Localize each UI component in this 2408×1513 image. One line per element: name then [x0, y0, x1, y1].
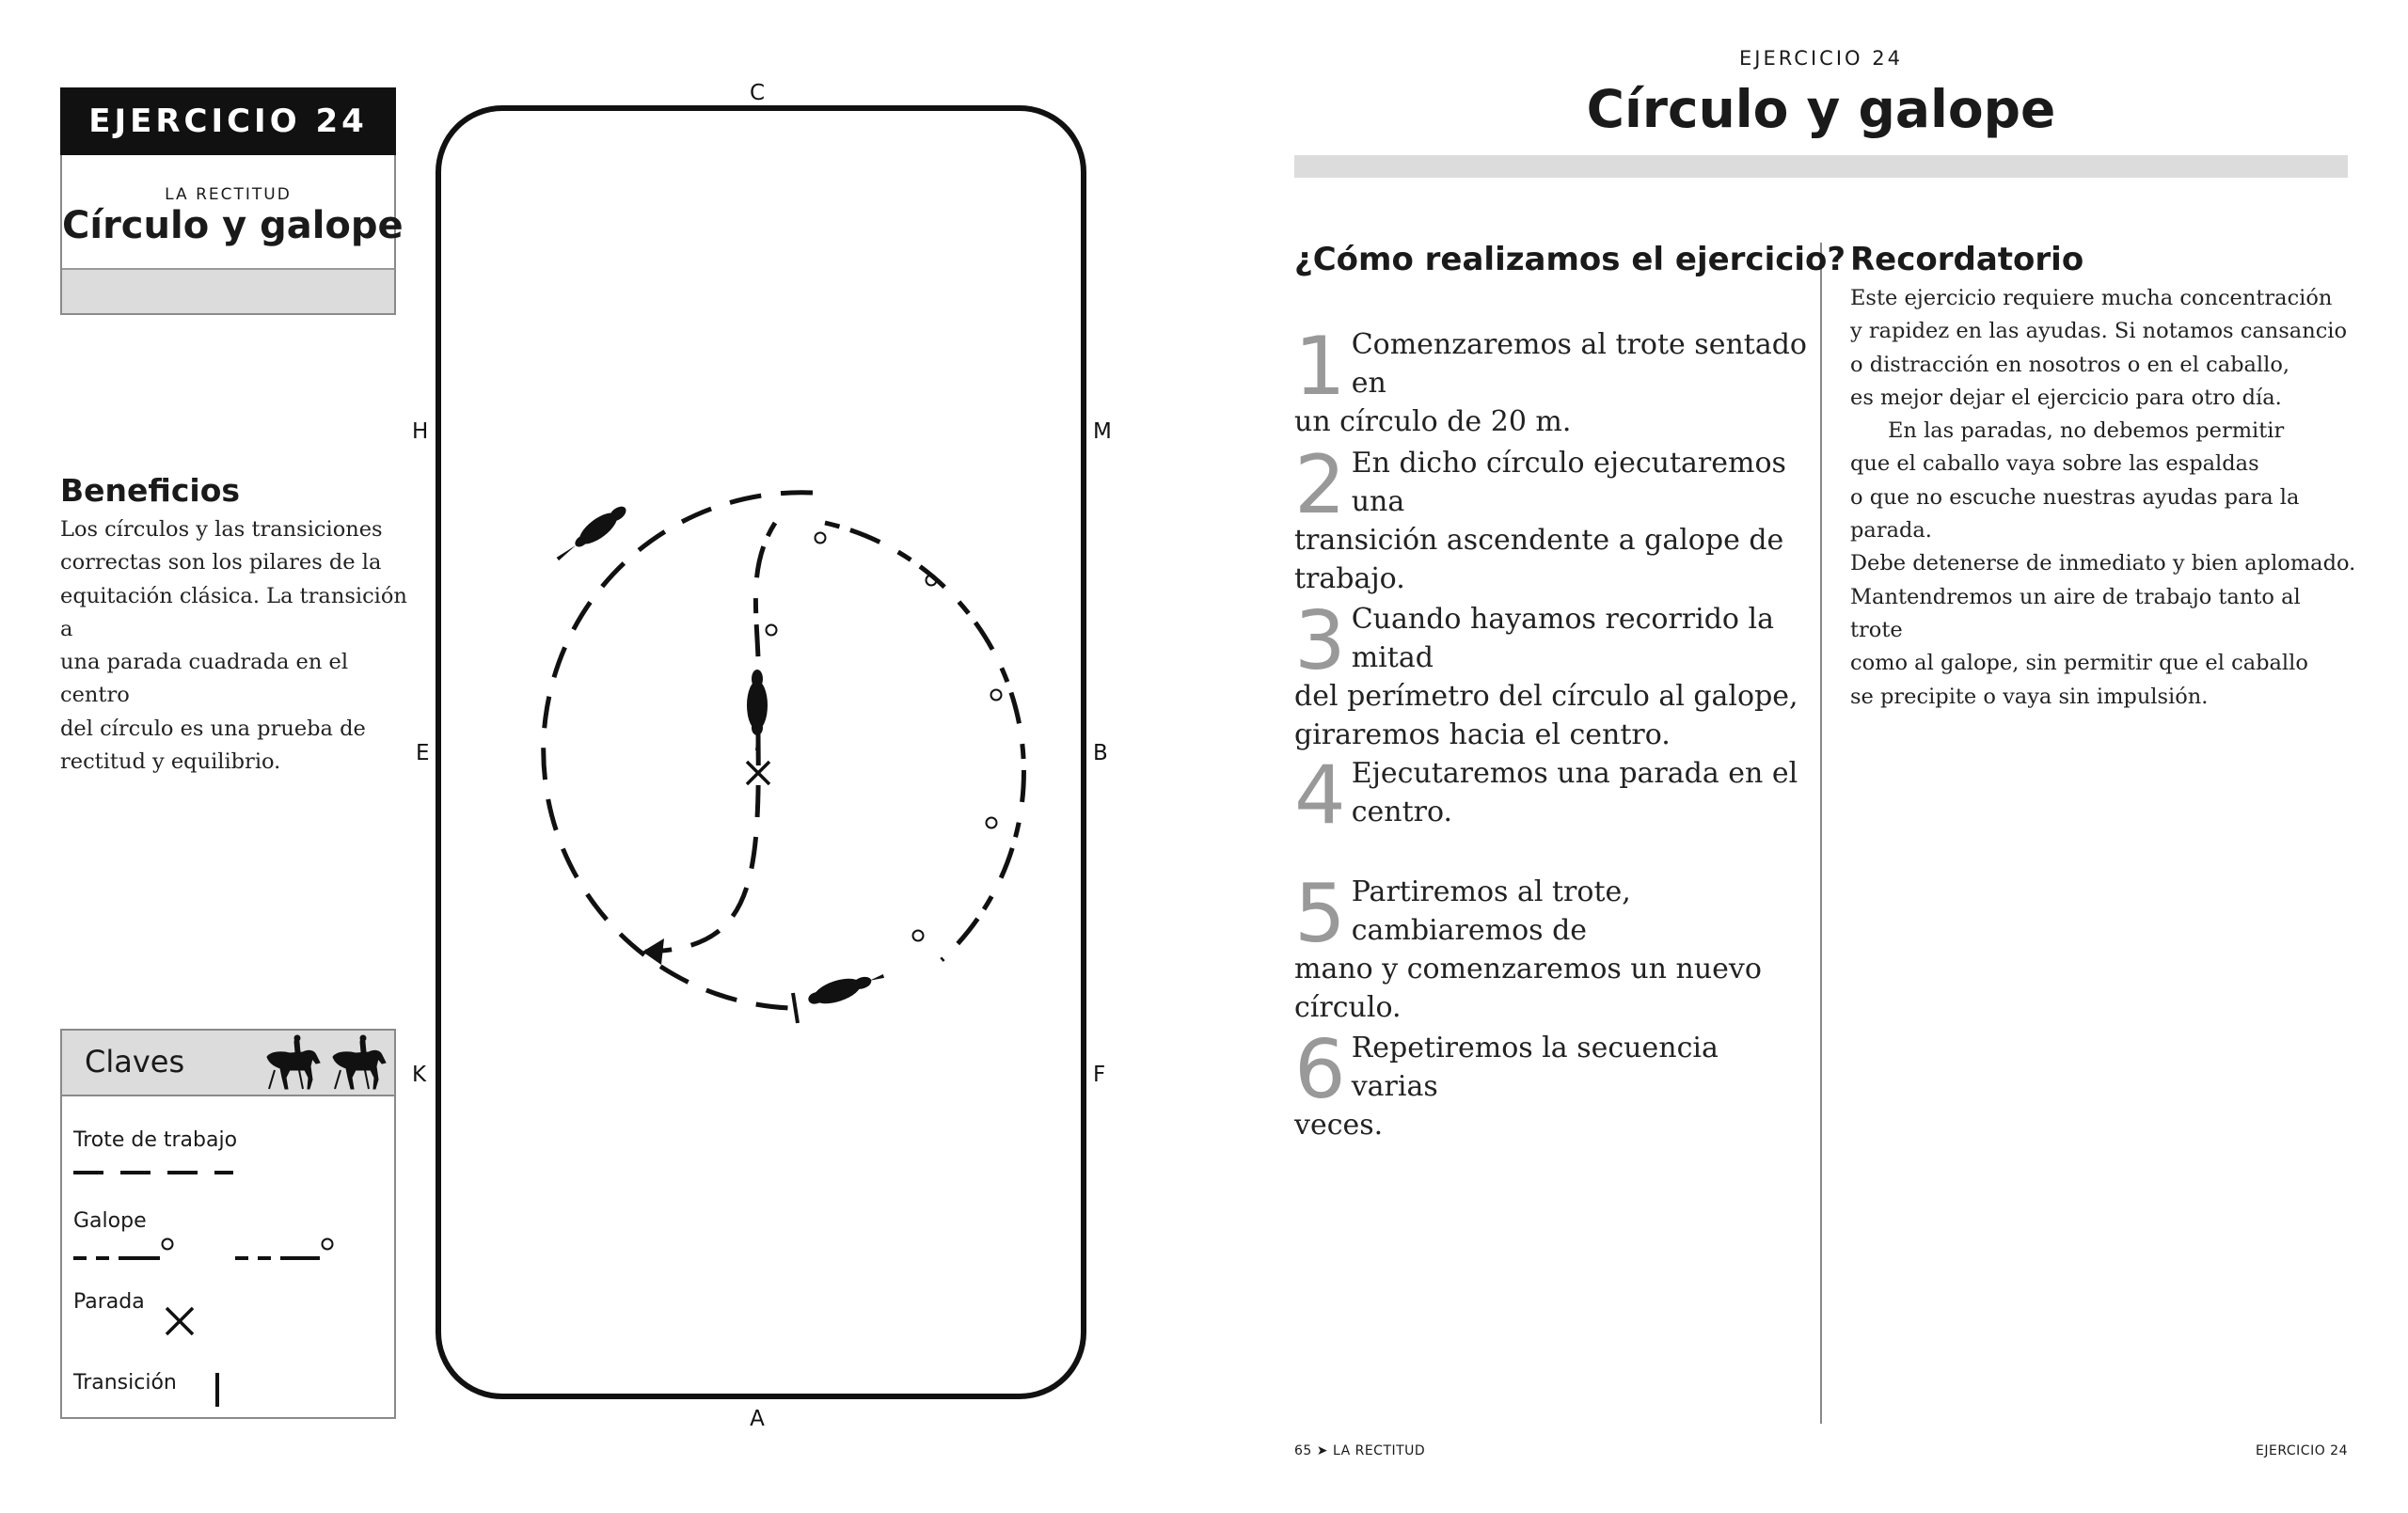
- step-number: 3: [1294, 594, 1346, 688]
- section-label: LA RECTITUD: [165, 185, 292, 204]
- footer-left: 65 ➤ LA RECTITUD: [1294, 1443, 1426, 1458]
- trot-return-path: [645, 733, 758, 952]
- reminder-heading: Recordatorio: [1850, 241, 2084, 278]
- arena-letter-m: M: [1093, 419, 1112, 444]
- reminder-line: Mantendremos un aire de trabajo tanto al trote: [1850, 584, 2301, 642]
- reminder-line: es mejor dejar el ejercicio para otro día.: [1850, 385, 2282, 410]
- benefits-line: Los círculos y las transiciones: [60, 517, 383, 542]
- benefits-text: [60, 513, 408, 779]
- step-line: círculo.: [1294, 991, 1402, 1024]
- benefits-heading: Beneficios: [60, 472, 241, 509]
- reminder-paragraph: [1850, 415, 2358, 714]
- key-label-halt: Parada: [73, 1290, 145, 1314]
- horse-icon: [552, 500, 631, 566]
- step-line: giraremos hacia el centro.: [1294, 718, 1671, 751]
- key-header: [62, 1031, 394, 1096]
- step-number: 6: [1294, 1023, 1346, 1117]
- arena-letter-f: F: [1093, 1063, 1106, 1087]
- benefits-line: una parada cuadrada en el centro: [60, 650, 349, 708]
- benefits-line: del círculo es una prueba de: [60, 716, 366, 741]
- step-line: Repetiremos la secuencia varias: [1351, 1032, 1719, 1103]
- step-line: transición ascendente a galope de: [1294, 524, 1784, 557]
- horse-icon: [805, 966, 887, 1010]
- step-item: [1294, 594, 1807, 754]
- riders-icon: [261, 1034, 393, 1093]
- arena-letter-e: E: [416, 741, 430, 765]
- reminder-line: Debe detenerse de inmediato y bien aplomado.: [1850, 551, 2356, 576]
- exercise-label: EJERCICIO 24: [60, 87, 396, 155]
- step-line: veces.: [1294, 1109, 1384, 1142]
- canter-line-sample: [73, 1228, 356, 1266]
- reminder-line: como al galope, sin permitir que el caballo: [1850, 651, 2308, 676]
- steps-heading: ¿Cómo realizamos el ejercicio?: [1294, 241, 1846, 278]
- step-line: trabajo.: [1294, 562, 1405, 595]
- horse-icon: [747, 670, 768, 750]
- page-title: Círculo y galope: [1586, 79, 2056, 139]
- canter-circle-path: [825, 523, 1023, 960]
- key-heading: Claves: [85, 1044, 185, 1080]
- step-text: [1294, 320, 1807, 441]
- reminder-paragraph: [1850, 282, 2358, 415]
- arena-letter-k: K: [412, 1063, 427, 1087]
- reminder-line: En las paradas, no debemos permitir: [1888, 418, 2285, 444]
- step-item: [1294, 749, 1807, 843]
- step-line: un círculo de 20 m.: [1294, 405, 1572, 438]
- title-rule: [1294, 155, 2348, 178]
- page-kicker: EJERCICIO 24: [1739, 47, 1903, 70]
- arena-letter-h: H: [412, 419, 429, 444]
- step-number: 5: [1294, 867, 1346, 961]
- trot-circle-path: [544, 493, 813, 1008]
- step-item: [1294, 438, 1807, 598]
- footer-right: EJERCICIO 24: [2256, 1443, 2348, 1458]
- arena-border: [438, 108, 1084, 1396]
- step-number: 2: [1294, 438, 1346, 532]
- reminder-line: que el caballo vaya sobre las espaldas: [1850, 451, 2259, 477]
- step-line: En dicho círculo ejecutaremos una: [1351, 447, 1786, 518]
- key-label-canter: Galope: [73, 1209, 147, 1233]
- key-label-transition: Transición: [73, 1371, 177, 1395]
- canter-turn-path: [755, 523, 775, 658]
- arena-letter-a: A: [750, 1407, 765, 1431]
- canter-markers: [767, 533, 1002, 941]
- step-item: [1294, 320, 1807, 441]
- transition-mark-icon: [793, 993, 798, 1023]
- step-line: del perímetro del círculo al galope,: [1294, 680, 1798, 713]
- column-divider: [1820, 243, 1822, 1424]
- transition-mark-icon: [213, 1371, 222, 1409]
- step-line: Cuando hayamos recorrido la mitad: [1351, 603, 1775, 674]
- step-number: 4: [1294, 749, 1346, 843]
- step-line: Comenzaremos al trote sentado en: [1351, 328, 1807, 400]
- benefits-line: equitación clásica. La transición a: [60, 583, 407, 641]
- step-text: [1294, 594, 1807, 754]
- step-item: [1294, 867, 1807, 1027]
- step-line: Ejecutaremos una parada en el: [1351, 757, 1798, 790]
- step-text: [1294, 438, 1807, 598]
- exercise-title-box: [60, 87, 404, 315]
- halt-cross-icon: [164, 1305, 196, 1337]
- title-box-footer-band: [62, 268, 394, 313]
- reminder-line: y rapidez en las ayudas. Si notamos cansancio: [1850, 319, 2348, 344]
- arena-diagram: [412, 75, 1112, 1448]
- reminder-line: se precipite o vaya sin impulsión.: [1850, 684, 2209, 709]
- step-text: [1294, 867, 1807, 1027]
- reminder-line: o distracción en nosotros o en el caballo,: [1850, 352, 2290, 377]
- step-item: [1294, 1023, 1807, 1144]
- step-text: [1294, 749, 1807, 843]
- reminder-text: [1850, 282, 2358, 714]
- step-line: centro.: [1351, 796, 1453, 828]
- step-text: [1294, 1023, 1807, 1144]
- arena-letter-b: B: [1093, 741, 1108, 765]
- key-legend: [60, 1029, 396, 1419]
- key-label-trot: Trote de trabajo: [73, 1128, 238, 1152]
- reminder-line: Este ejercicio requiere mucha concentración: [1850, 286, 2333, 310]
- reminder-line: o que no escuche nuestras ayudas para la parada.: [1850, 484, 2300, 544]
- trot-line-sample: [73, 1168, 233, 1177]
- direction-arrow-icon: [642, 938, 664, 965]
- benefits-line: correctas son los pilares de la: [60, 550, 382, 575]
- step-line: Partiremos al trote, cambiaremos de: [1351, 875, 1631, 947]
- step-line: mano y comenzaremos un nuevo: [1294, 953, 1762, 985]
- arena-letter-c: C: [749, 81, 766, 105]
- step-number: 1: [1294, 320, 1346, 414]
- exercise-title: Círculo y galope: [62, 204, 404, 247]
- benefits-line: rectitud y equilibrio.: [60, 749, 281, 775]
